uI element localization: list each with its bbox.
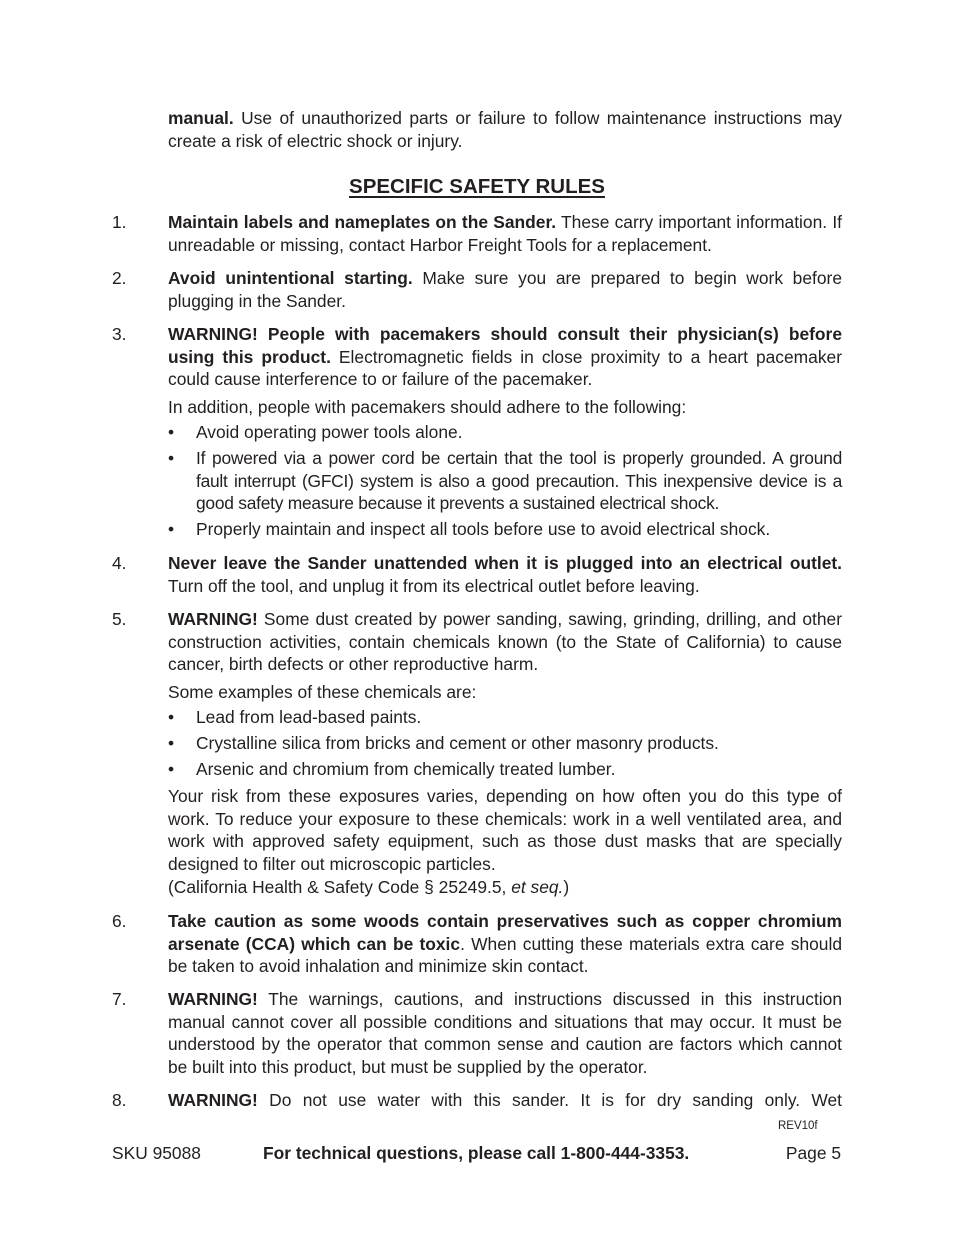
rule-item-4 (112, 552, 842, 597)
section-heading: SPECIFIC SAFETY RULES (349, 175, 605, 198)
item-text: Turn off the tool, and unplug it from its electrical outlet before leaving. (168, 575, 700, 596)
item-bold: Never leave the Sander unattended when it is plugged into an electrical outlet. (168, 553, 842, 573)
rule-item-3 (112, 323, 842, 540)
bullet-dot: • (168, 422, 175, 443)
item-bold: Take caution as some woods contain preservatives such as copper chromium arsenate (CCA) which can be toxic (168, 911, 842, 954)
rule-item-5 (112, 608, 842, 898)
item-paragraph: Some examples of these chemicals are: (168, 681, 477, 702)
citation: (California Health & Safety Code § 25249.5, et seq.) (168, 876, 570, 897)
item-text: Some dust created by power sanding, sawing, grinding, drilling, and other construction activities, contain chemicals known (to the State of California) to cause cancer, birth defects or other reproductive harm. (168, 609, 842, 675)
rule-item-2 (112, 267, 842, 312)
item-number: 4. (112, 553, 127, 573)
item-text: Do not use water with this sander. It is for dry sanding only. Wet (257, 1090, 842, 1110)
bullet-dot: • (168, 758, 175, 779)
item-text: These carry important information. If unreadable or missing, contact Harbor Freight Tools for a replacement. (168, 212, 843, 255)
item-number: 2. (112, 268, 127, 288)
item-number: 6. (112, 911, 127, 931)
bullet-item: • Properly maintain and inspect all tools before use to avoid electrical shock. (168, 518, 771, 539)
footer-tech-support: For technical questions, please call 1-800-444-3353. (263, 1143, 690, 1163)
rule-item-8 (112, 1089, 842, 1112)
item-bold: Maintain labels and nameplates on the Sander. (168, 212, 557, 232)
bullet-dot: • (168, 732, 175, 753)
footer-page-number: Page 5 (785, 1143, 841, 1163)
bullet-dot: • (168, 447, 174, 468)
bullet-item: • If powered via a power cord be certain that the tool is properly grounded. A ground fault interrupt (GFCI) system is also a good precaution. This inexpensive device is a good safety measure because it prevents a sustained electrical shock. (168, 447, 842, 514)
intro-bold: manual. (168, 108, 234, 128)
intro-paragraph (168, 107, 842, 152)
item-closing: Your risk from these exposures varies, depending on how often you do this type of work. To reduce your exposure to these chemicals: work in a well ventilated area, and work with approved safety equipment, such as those dust masks that are specially designed to filter out microscopic particles. (168, 786, 842, 874)
item-bold: Avoid unintentional starting. (168, 268, 413, 288)
rule-item-7 (112, 988, 842, 1078)
bullet-item: • Lead from lead-based paints. (168, 707, 422, 728)
intro-text: Use of unauthorized parts or failure to follow maintenance instructions may create a risk of electric shock or injury. (168, 108, 842, 151)
revision-code: REV10f (778, 1120, 818, 1132)
item-number: 7. (112, 989, 127, 1009)
bullet-item: • Arsenic and chromium from chemically treated lumber. (168, 758, 616, 779)
item-text: The warnings, cautions, and instructions discussed in this instruction manual cannot cover all possible conditions and situations that may occur. It must be understood by the operator that common sense and caution are factors which cannot be built into this product, but must be supplied by the operator. (168, 989, 842, 1077)
item-bold: WARNING! (168, 989, 258, 1009)
item-paragraph: In addition, people with pacemakers should adhere to the following: (168, 396, 687, 417)
item-bold: WARNING! (168, 1090, 258, 1110)
item-number: 8. (112, 1090, 127, 1110)
item-number: 1. (112, 212, 127, 232)
bullet-dot: • (168, 707, 175, 728)
rule-item-1 (112, 211, 842, 256)
bullet-item: • Avoid operating power tools alone. (168, 422, 463, 443)
footer-sku: SKU 95088 (112, 1143, 201, 1163)
item-text: Electromagnetic fields in close proximity to a heart pacemaker could cause interference to or failure of the pacemaker. (168, 346, 842, 390)
item-number: 3. (112, 324, 127, 344)
item-text: Make sure you are prepared to begin work before plugging in the Sander. (168, 268, 842, 311)
rule-item-6 (112, 910, 842, 978)
item-bold: WARNING! (168, 609, 258, 629)
item-bold: WARNING! People with pacemakers should consult their physician(s) before using this product. (168, 324, 842, 367)
bullet-dot: • (168, 518, 175, 539)
bullet-item: • Crystalline silica from bricks and cement or other masonry products. (168, 732, 719, 753)
item-text: . When cutting these materials extra care should be taken to avoid inhalation and minimize skin contact. (168, 933, 842, 977)
item-number: 5. (112, 609, 127, 629)
